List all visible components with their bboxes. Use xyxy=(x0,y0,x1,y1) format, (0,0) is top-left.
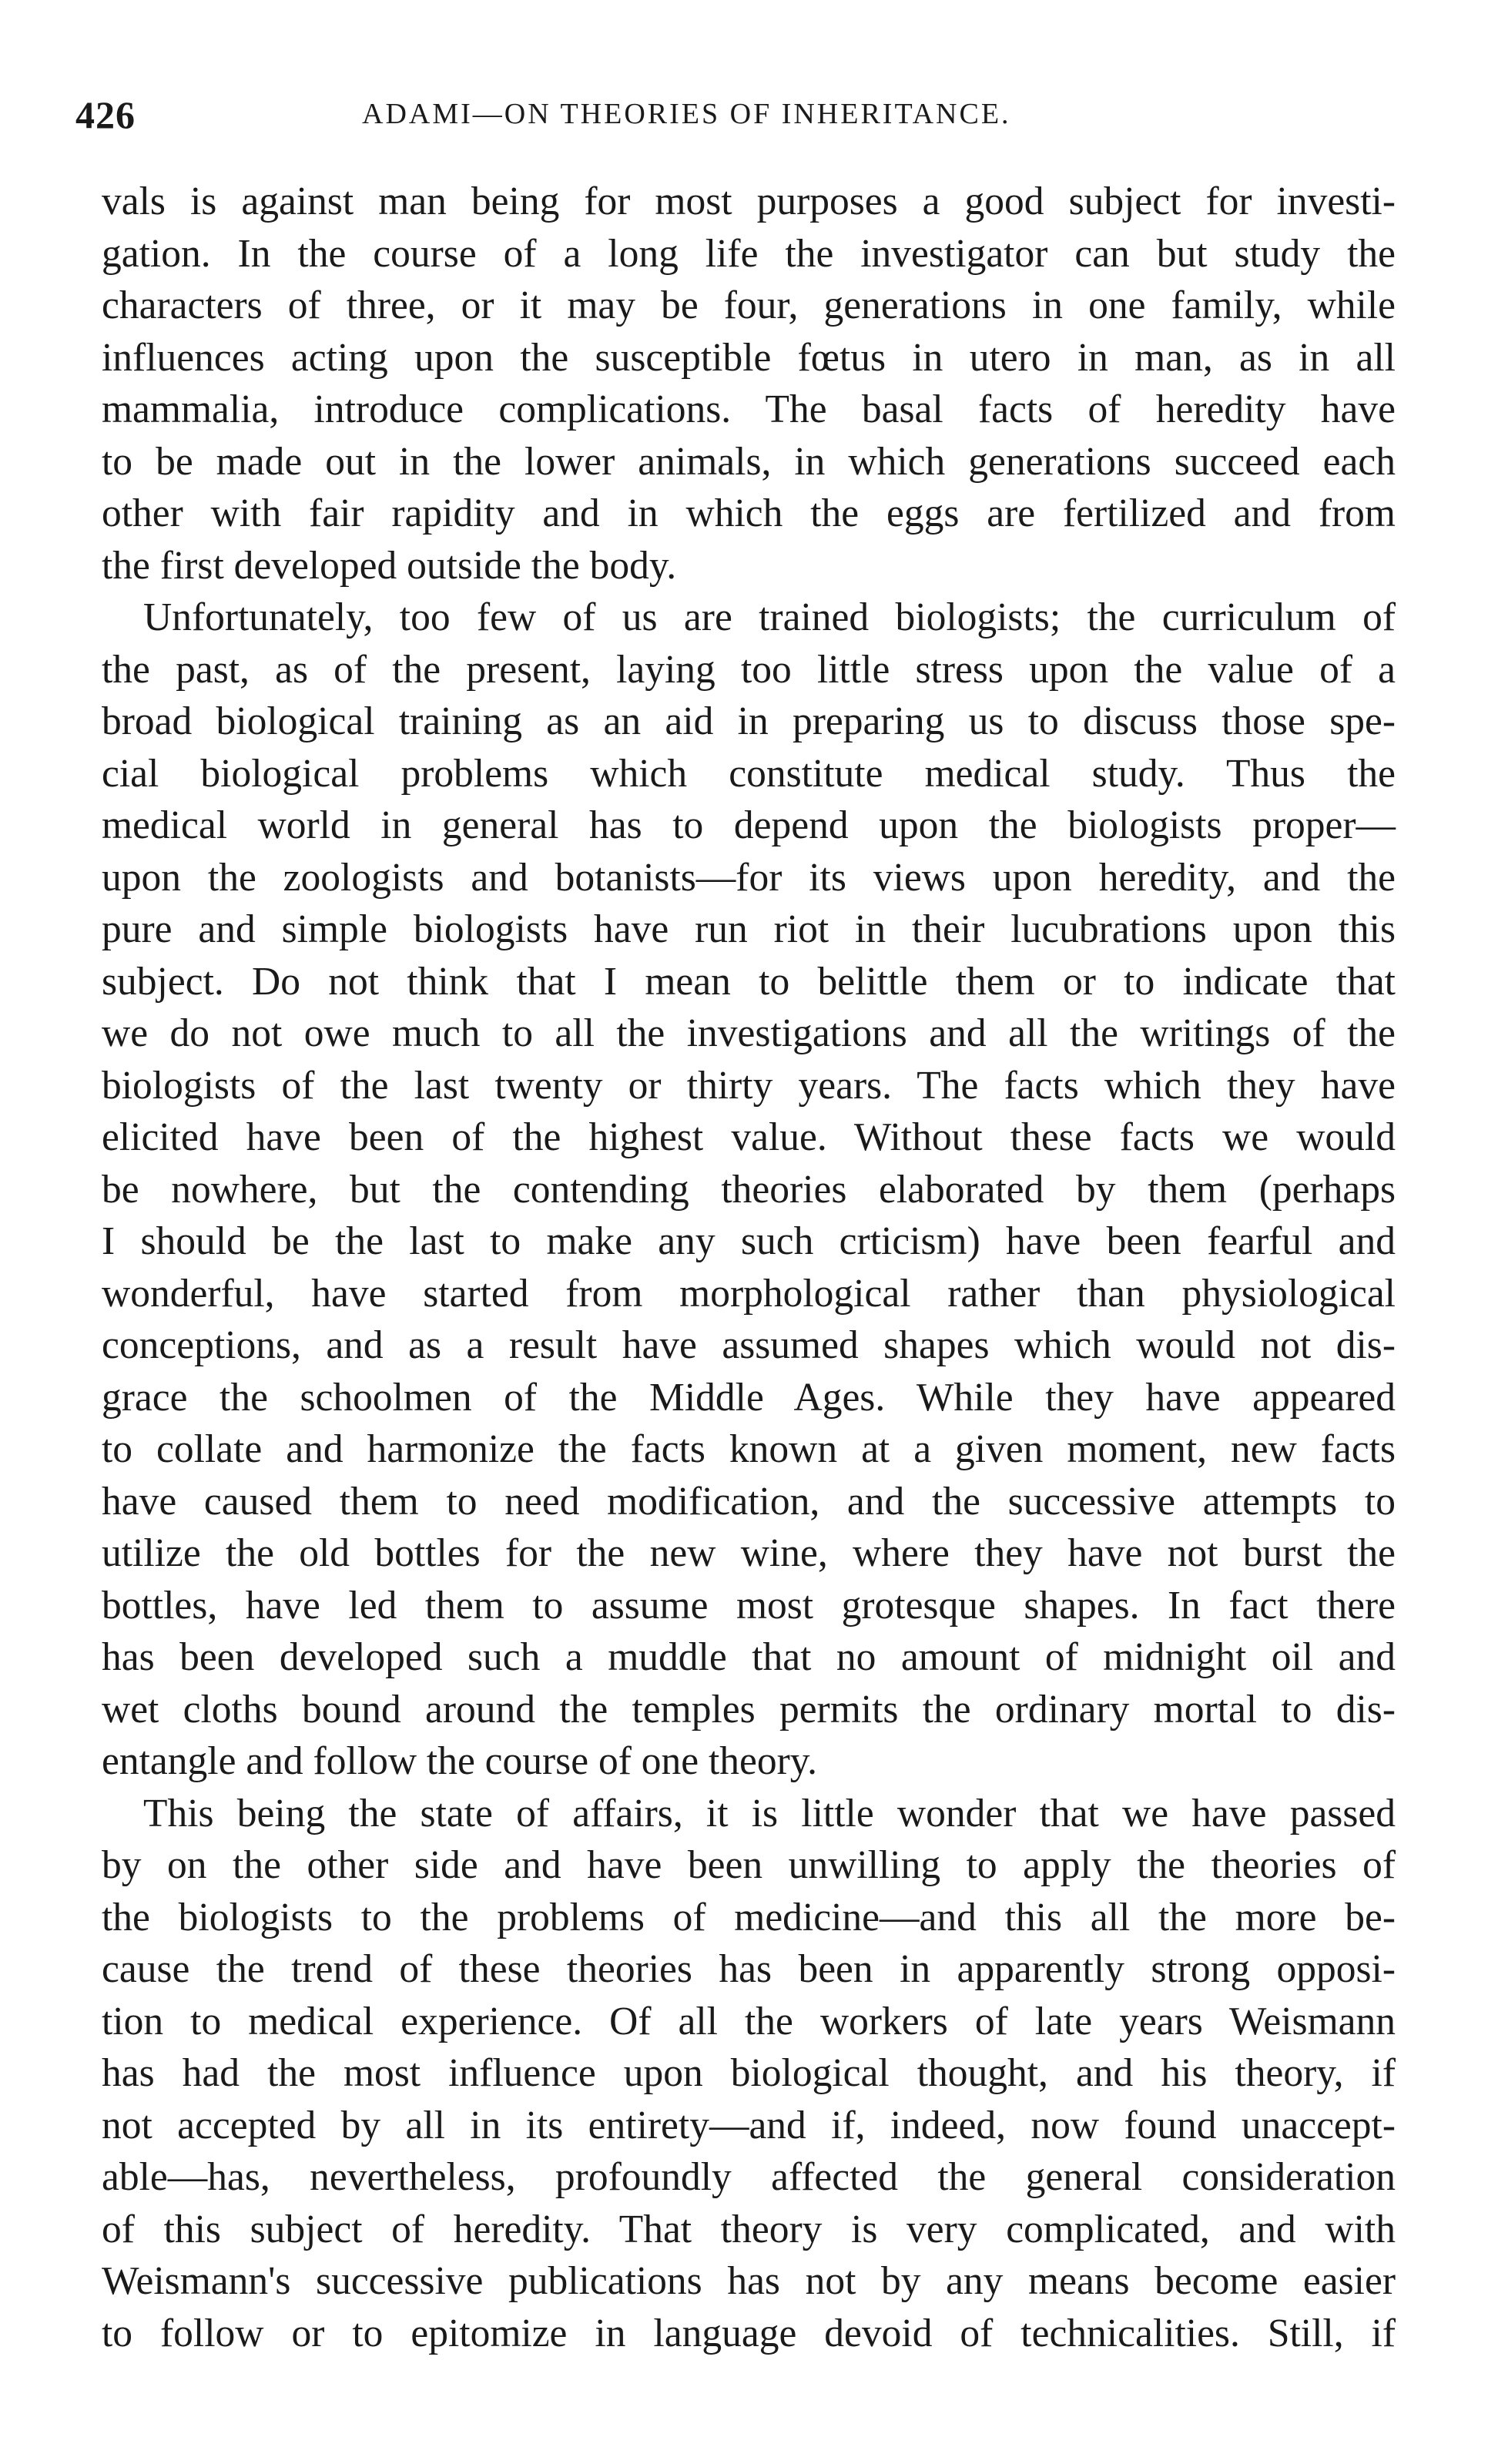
text-line: Weismann's successive publications has not by any means become easier xyxy=(102,2259,1396,2303)
text-line: I should be the last to make any such crticism) have been fearful and xyxy=(102,1219,1396,1263)
text-line: the biologists to the problems of medicine—and this all the more be- xyxy=(102,1895,1396,1939)
text-line: broad biological training as an aid in preparing us to discuss those spe- xyxy=(102,699,1396,743)
text-line: characters of three, or it may be four, generations in one family, while xyxy=(102,283,1396,327)
text-line: not accepted by all in its entirety—and if, indeed, now found unaccept- xyxy=(102,2103,1396,2147)
text-line: entangle and follow the course of one theory. xyxy=(102,1739,818,1783)
text-line: wet cloths bound around the temples permits the ordinary mortal to dis- xyxy=(102,1687,1396,1732)
text-line: the past, as of the present, laying too little stress upon the value of a xyxy=(102,647,1396,692)
text-line: pure and simple biologists have run riot in their lucubrations upon this xyxy=(102,907,1396,951)
text-line: mammalia, introduce complications. The basal facts of heredity have xyxy=(102,387,1396,431)
running-head xyxy=(75,92,1423,142)
text-line: cause the trend of these theories has been in apparently strong opposi- xyxy=(102,1947,1396,1991)
text-line: able—has, nevertheless, profoundly affected the general consideration xyxy=(102,2155,1396,2199)
text-line: cial biological problems which constitute medical study. Thus the xyxy=(102,751,1396,796)
text-line: by on the other side and have been unwilling to apply the theories of xyxy=(102,1843,1396,1887)
page-number: 426 xyxy=(75,93,136,136)
text-line: elicited have been of the highest value. Without these facts we would xyxy=(102,1115,1396,1159)
text-line: of this subject of heredity. That theory is very complicated, and with xyxy=(102,2207,1396,2251)
text-line: other with fair rapidity and in which the eggs are fertilized and from xyxy=(102,491,1396,535)
paragraph-first-line: Unfortunately, too few of us are trained biologists; the curriculum of xyxy=(143,595,1396,639)
text-line: bottles, have led them to assume most grotesque shapes. In fact there xyxy=(102,1583,1396,1628)
text-line: has been developed such a muddle that no amount of midnight oil and xyxy=(102,1635,1396,1679)
text-line: tion to medical experience. Of all the workers of late years Weismann xyxy=(102,1999,1396,2043)
text-line: to be made out in the lower animals, in which generations succeed each xyxy=(102,439,1396,484)
text-line: to collate and harmonize the facts known at a given moment, new facts xyxy=(102,1427,1396,1471)
paragraph-first-line: This being the state of affairs, it is little wonder that we have passed xyxy=(143,1791,1396,1835)
text-line: we do not owe much to all the investigations and all the writings of the xyxy=(102,1011,1396,1055)
text-line: has had the most influence upon biological thought, and his theory, if xyxy=(102,2051,1396,2095)
text-line: vals is against man being for most purposes a good subject for investi- xyxy=(102,179,1396,223)
text-line: the first developed outside the body. xyxy=(102,543,677,588)
text-line: biologists of the last twenty or thirty years. The facts which they have xyxy=(102,1063,1396,1108)
text-line: wonderful, have started from morphological rather than physiological xyxy=(102,1271,1396,1316)
text-line: influences acting upon the susceptible fœtus in utero in man, as in all xyxy=(102,335,1396,380)
text-line: be nowhere, but the contending theories elaborated by them (perhaps xyxy=(102,1167,1396,1212)
text-line: to follow or to epitomize in language devoid of technicalities. Still, if xyxy=(102,2311,1396,2355)
text-line: conceptions, and as a result have assumed shapes which would not dis- xyxy=(102,1323,1396,1367)
text-line: have caused them to need modification, and the successive attempts to xyxy=(102,1479,1396,1524)
text-line: subject. Do not think that I mean to belittle them or to indicate that xyxy=(102,959,1396,1004)
body-text xyxy=(102,176,1396,2359)
running-title: ADAMI—ON THEORIES OF INHERITANCE. xyxy=(362,98,1011,130)
text-line: upon the zoologists and botanists—for its views upon heredity, and the xyxy=(102,855,1396,900)
text-line: medical world in general has to depend upon the biologists proper— xyxy=(102,803,1396,847)
text-line: gation. In the course of a long life the investigator can but study the xyxy=(102,231,1396,276)
text-line: grace the schoolmen of the Middle Ages. While they have appeared xyxy=(102,1375,1396,1420)
text-line: utilize the old bottles for the new wine, where they have not burst the xyxy=(102,1531,1396,1575)
